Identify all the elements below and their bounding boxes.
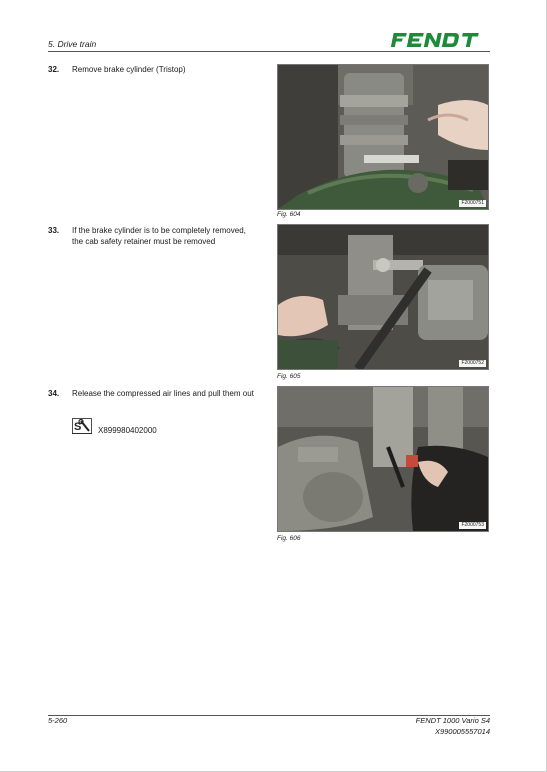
figure-caption: Fig. 606	[277, 535, 301, 542]
figure-caption: Fig. 604	[277, 211, 301, 218]
fendt-logo	[388, 32, 488, 48]
footer-doc-number: X990005557014	[434, 727, 490, 736]
header-rule	[48, 51, 490, 52]
figure-606	[277, 386, 489, 532]
photo-brake-cylinder	[278, 65, 488, 209]
step-text: Remove brake cylinder (Tristop)	[72, 65, 186, 74]
figure-id: F2000752	[461, 360, 484, 366]
tool-code: X899980402000	[98, 426, 157, 435]
step-text: Release the compressed air lines and pull them out	[72, 389, 254, 398]
photo-cab-safety-retainer	[278, 225, 488, 369]
figure-id: F2000751	[461, 200, 484, 206]
svg-text:S: S	[74, 421, 82, 433]
photo-compressed-air-lines	[278, 387, 488, 531]
section-title: 5. Drive train	[48, 39, 97, 49]
step-number: 33.	[48, 226, 60, 235]
figure-605	[277, 224, 489, 370]
figure-604	[277, 64, 489, 210]
special-tool-icon	[72, 418, 92, 434]
step-text: If the brake cylinder is to be completely removed, the cab safety retainer must be removed	[72, 226, 246, 246]
page-number: 5-260	[48, 716, 68, 725]
footer-model: FENDT 1000 Vario S4	[415, 716, 490, 725]
figure-id: F2000753	[461, 522, 484, 528]
step-number: 32.	[48, 65, 60, 74]
step-number: 34.	[48, 389, 60, 398]
figure-caption: Fig. 605	[277, 373, 301, 380]
